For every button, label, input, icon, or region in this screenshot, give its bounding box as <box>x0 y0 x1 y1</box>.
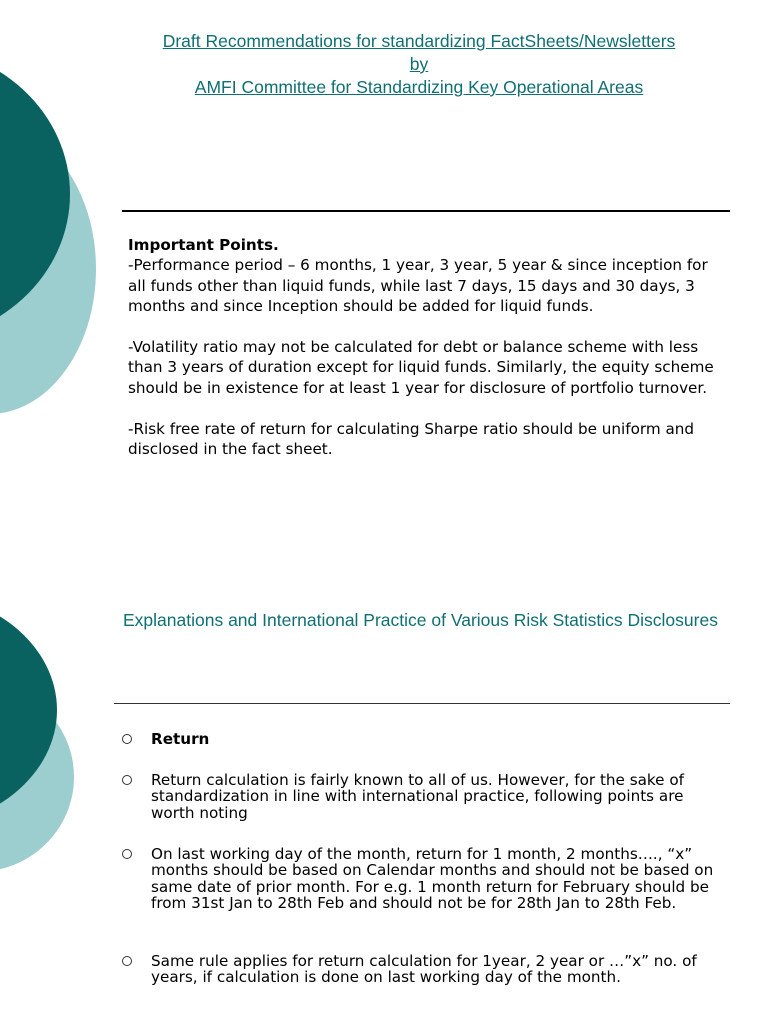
bullet-return-heading: Return <box>151 730 210 748</box>
important-points-section <box>128 235 723 460</box>
bullet-circle-icon <box>122 956 132 966</box>
performance-period-point: -Performance period – 6 months, 1 year, 3 year, 5 year & since inception for all funds other than liquid funds, while last 7 days, 15 days and 30 days, 3 months and since Inception should be added for liquid funds. <box>128 256 708 315</box>
important-points-heading: Important Points. <box>128 236 279 254</box>
bullet-return-calculation: Return calculation is fairly known to all of us. However, for the sake of standardization in line with international practice, following points are worth noting <box>151 771 684 822</box>
bullet-same-rule: Same rule applies for return calculation for 1year, 2 year or …”x” no. of years, if calculation is done on last working day of the month. <box>151 952 697 987</box>
divider-bottom <box>114 703 730 704</box>
header-by-line[interactable]: by <box>409 54 429 74</box>
bullet-calendar-months: On last working day of the month, return for 1 month, 2 months…., “x” months should be based on Calendar months and should not be based on same date of prior month. For e.g. 1 month return for February should be from 31st Jan to 28th Feb and should not be for 28th Jan to 28th Feb. <box>151 845 714 913</box>
volatility-ratio-point: -Volatility ratio may not be calculated for debt or balance scheme with less than 3 years of duration except for liquid funds. Similarly, the equity scheme should be in existence for at least 1 year for disclosure of portfolio turnover. <box>128 338 714 397</box>
risk-free-rate-point: -Risk free rate of return for calculating Sharpe ratio should be uniform and disclosed in the fact sheet. <box>128 420 695 459</box>
explanations-heading: Explanations and International Practice of Various Risk Statistics Disclosures <box>123 610 718 630</box>
bullet-circle-icon <box>122 775 132 785</box>
header-title-line[interactable]: Draft Recommendations for standardizing FactSheets/Newsletters <box>162 31 676 51</box>
divider-top <box>122 210 730 212</box>
bullet-circle-icon <box>122 734 132 744</box>
bullet-circle-icon <box>122 849 132 859</box>
header-committee-line[interactable]: AMFI Committee for Standardizing Key Operational Areas <box>194 77 644 97</box>
document-header <box>0 30 768 99</box>
